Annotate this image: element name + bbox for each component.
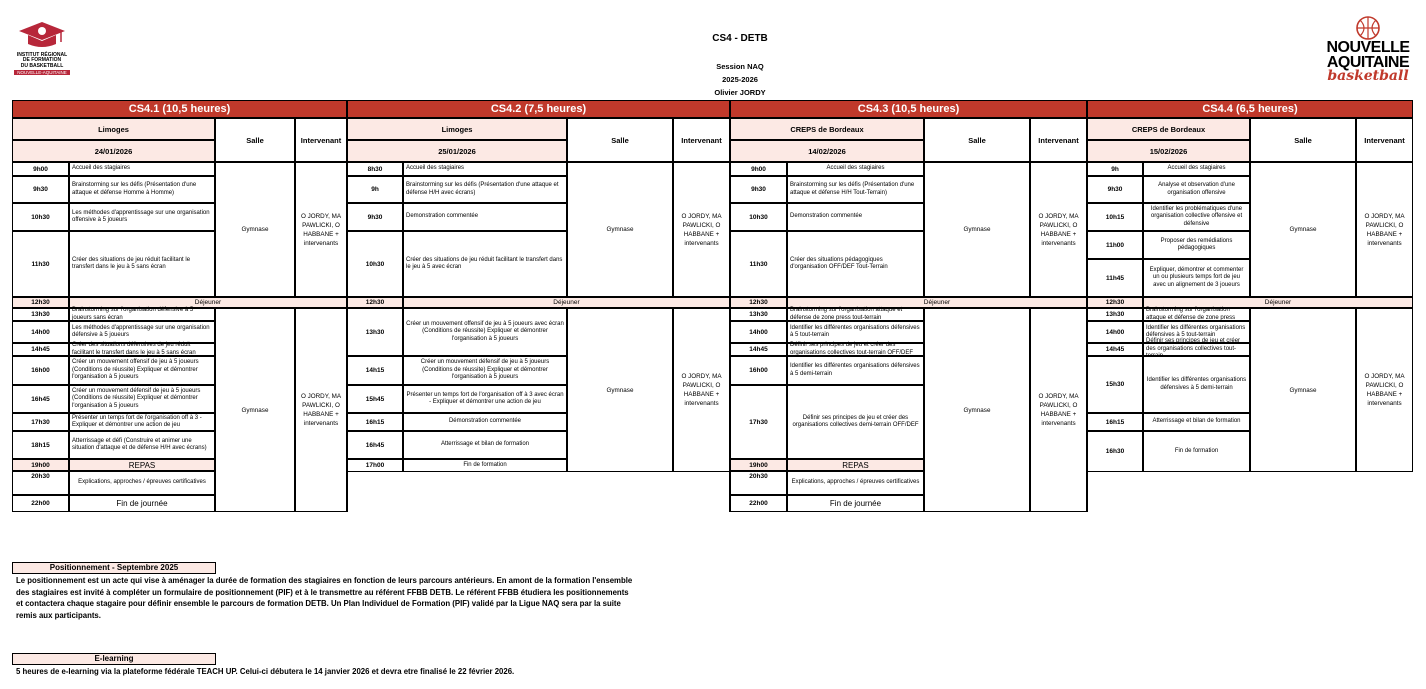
cs42-date: 25/01/2026 — [347, 140, 567, 162]
cs43-am-time-1: 9h00 — [730, 162, 787, 176]
positionnement-text: Le positionnement est un acte qui vise à aménager la durée de formation des stagiaires en fonction de leurs parcours antérieurs. En amont de la formation l'ensemble des stagiaires est invité à compléter un formulaire de positionnement (PIF) et à le transmettre au référent FFBB DETB. Le référent FFBB étudiera les positionnements et contactera chaque stagaire pour définir ensemble le parcours de formation DETB. Un Plan Individuel de Formation (PIF) validé par la Ligue NAQ sera par la suite remis aux participants. — [16, 576, 633, 621]
cs43-lunch-time: 12h30 — [730, 297, 787, 308]
cs44-pm-time-3: 14h45 — [1087, 343, 1143, 356]
cs41-repas: REPAS — [69, 459, 215, 471]
cs43-pm-activity-2: Identifier les différentes organisations défensives à 5 tout-terrain — [787, 321, 924, 343]
elearning-text: 5 heures de e-learning via la plateforme fédérale TEACH UP. Celui-ci débutera le 14 janvier 2026 et devra etre finalisé le 22 février 2026. — [16, 667, 515, 676]
cs42-pm-activity-3: Présenter un temps fort de l'organisation off à 3 avec écran - Expliquer et démontrer une action de jeu — [403, 385, 567, 413]
cs42-title: CS4.2 (7,5 heures) — [347, 100, 730, 118]
cs44-am-time-4: 11h00 — [1087, 231, 1143, 259]
cs43-am-time-4: 11h30 — [730, 231, 787, 297]
cs42-lunch: Déjeuner — [403, 297, 730, 308]
cs44-block — [1087, 100, 1413, 472]
cs44-am-time-2: 9h30 — [1087, 176, 1143, 203]
cs41-date: 24/01/2026 — [12, 140, 215, 162]
cs41-pm-activity-2: Les méthodes d'apprentissage sur une organisation défensive à 5 joueurs — [69, 321, 215, 343]
cs41-pm-activity-6: Présenter un temps fort de l'organisation off à 3 - Expliquer et démontrer une action de jeu — [69, 413, 215, 431]
cs41-pm-time-1: 13h30 — [12, 308, 69, 321]
cs41-evening-time-1: 20h30 — [12, 471, 69, 495]
cs42-intervenant-header: Intervenant — [673, 118, 730, 162]
cs44-place: CREPS de Bordeaux — [1087, 118, 1250, 140]
cs43-am-activity-3: Demonstration commentée — [787, 203, 924, 231]
cs44-pm-staff: O JORDY, MA PAWLICKI, O HABBANE + intervenants — [1356, 308, 1413, 472]
basketball-icon — [1354, 14, 1382, 42]
cs42-pm-time-3: 15h45 — [347, 385, 403, 413]
logo-left-text: INSTITUT RÉGIONAL DE FORMATION DU BASKETBALL — [16, 52, 68, 69]
irfb-logo — [14, 20, 70, 75]
cs42-pm-room: Gymnase — [567, 308, 673, 472]
cs41-am-time-3: 10h30 — [12, 203, 69, 231]
cs41-pm-room: Gymnase — [215, 308, 295, 512]
cs42-am-activity-4: Créer des situations de jeu réduit facilitant le transfert dans le jeu à 5 avec écran — [403, 231, 567, 297]
cs44-pm-time-6: 16h30 — [1087, 431, 1143, 472]
cs43-am-activity-2: Brainstorming sur les défis (Présentation d'une attaque et défense H/H Tout-Terrain) — [787, 176, 924, 203]
block-separator — [346, 100, 348, 512]
cs41-am-activity-4: Créer des situations de jeu réduit facilitant le transfert dans le jeu à 5 sans écran — [69, 231, 215, 297]
cs41-intervenant-header: Intervenant — [295, 118, 347, 162]
cs44-pm-activity-3: Définir ses principes de jeu et créer des organisations collectives tout-terrain — [1143, 343, 1250, 356]
cs43-pm-activity-4: Identifier les différentes organisations défensives à 5 demi-terrain — [787, 356, 924, 385]
cs44-am-time-3: 10h15 — [1087, 203, 1143, 231]
cs43-title: CS4.3 (10,5 heures) — [730, 100, 1087, 118]
cs43-repas: REPAS — [787, 459, 924, 471]
cs41-pm-time-7: 18h15 — [12, 431, 69, 459]
page-title: CS4 - DETB — [712, 33, 768, 44]
author-label: Olivier JORDY — [714, 88, 766, 97]
cs42-pm-time-5: 16h45 — [347, 431, 403, 459]
cs44-pm-room: Gymnase — [1250, 308, 1356, 472]
cs41-am-activity-1: Accueil des stagiaires — [69, 162, 215, 176]
cs42-am-activity-1: Accueil des stagiaires — [403, 162, 567, 176]
cs44-lunch-time: 12h30 — [1087, 297, 1143, 308]
cs41-am-activity-3: Les méthodes d'apprentissage sur une organisation offensive à 5 joueurs — [69, 203, 215, 231]
cs41-am-room: Gymnase — [215, 162, 295, 297]
cs44-am-activity-3: Identifier les problématiques d'une organisation collective offensive et défensive — [1143, 203, 1250, 231]
cs43-evening-activity-2: Fin de journée — [787, 495, 924, 512]
cs41-pm-activity-4: Créer un mouvement offensif de jeu à 5 joueurs (Conditions de réussite) Expliquer et démontrer l'organisation à 5 joueurs — [69, 356, 215, 385]
cs41-pm-activity-7: Atterrissage et défi (Construire et animer une situation d'attaque et de défense H/H avec écrans) — [69, 431, 215, 459]
cs41-pm-time-6: 17h30 — [12, 413, 69, 431]
cs43-am-activity-4: Créer des situations pédagogiques d'organisation OFF/DEF Tout-Terrain — [787, 231, 924, 297]
cs43-pm-room: Gymnase — [924, 308, 1030, 512]
cs42-pm-time-1: 13h30 — [347, 308, 403, 356]
cs43-am-time-3: 10h30 — [730, 203, 787, 231]
cs41-lunch-time: 12h30 — [12, 297, 69, 308]
cs43-block — [730, 100, 1087, 512]
cs42-pm-activity-1: Créer un mouvement offensif de jeu à 5 joueurs avec écran (Conditions de réussite) Expliquer et démontrer l'organisation à 5 joueurs — [403, 308, 567, 356]
cs41-am-time-1: 9h00 — [12, 162, 69, 176]
cs42-pm-activity-5: Atterrissage et bilan de formation — [403, 431, 567, 459]
cs41-am-activity-2: Brainstorming sur les défis (Présentation d'une attaque et défense Homme à Homme) — [69, 176, 215, 203]
block-separator — [729, 100, 731, 512]
cs42-salle-header: Salle — [567, 118, 673, 162]
cs41-block — [12, 100, 347, 512]
cs44-pm-activity-4: Identifier les différentes organisations défensives à 5 demi-terrain — [1143, 356, 1250, 413]
cs42-am-activity-2: Brainstorming sur les défis (Présentation d'une attaque et défense H/H avec écrans) — [403, 176, 567, 203]
cs41-pm-time-5: 16h45 — [12, 385, 69, 413]
cs44-pm-time-5: 16h15 — [1087, 413, 1143, 431]
cs43-evening-activity-1: Explications, approches / épreuves certificatives — [787, 471, 924, 495]
logo-word-2: AQUITAINE — [1326, 54, 1410, 71]
cs41-evening-activity-2: Fin de journée — [69, 495, 215, 512]
cs44-am-time-1: 9h — [1087, 162, 1143, 176]
cs43-pm-activity-1: Brainstorming sur l'organisation attaque et défense de zone press tout-terrain — [787, 308, 924, 321]
cs44-title: CS4.4 (6,5 heures) — [1087, 100, 1413, 118]
cs43-pm-activity-5: Définir ses principes de jeu et créer des organisations collectives demi-terrain OFF/DEF — [787, 385, 924, 459]
cs44-pm-activity-1: Brainstorming sur l'organisation attaque et défense de zone press — [1143, 308, 1250, 321]
cs41-pm-activity-1: Brainstorming sur l'organisation défensive à 5 joueurs sans écran — [69, 308, 215, 321]
cs43-pm-time-4: 16h00 — [730, 356, 787, 385]
cs43-evening-time-1: 20h30 — [730, 471, 787, 495]
cs44-salle-header: Salle — [1250, 118, 1356, 162]
cs42-lunch-time: 12h30 — [347, 297, 403, 308]
cs44-pm-time-4: 15h30 — [1087, 356, 1143, 413]
cs42-am-room: Gymnase — [567, 162, 673, 297]
cs41-place: Limoges — [12, 118, 215, 140]
cs43-lunch: Déjeuner — [787, 297, 1087, 308]
cs42-am-staff: O JORDY, MA PAWLICKI, O HABBANE + intervenants — [673, 162, 730, 297]
cs44-pm-activity-2: Identifier les différentes organisations défensives à 5 tout-terrain — [1143, 321, 1250, 343]
cs43-am-time-2: 9h30 — [730, 176, 787, 203]
cs44-am-staff: O JORDY, MA PAWLICKI, O HABBANE + intervenants — [1356, 162, 1413, 297]
logo-word-3: basketball — [1327, 68, 1409, 84]
cs43-pm-time-5: 17h30 — [730, 385, 787, 459]
cs42-pm-activity-4: Démonstration commentée — [403, 413, 567, 431]
cs42-pm-time-4: 16h15 — [347, 413, 403, 431]
cs42-pm-staff: O JORDY, MA PAWLICKI, O HABBANE + intervenants — [673, 308, 730, 472]
cs44-pm-activity-5: Atterrissage et bilan de formation — [1143, 413, 1250, 431]
cs43-am-activity-1: Accueil des stagiaires — [787, 162, 924, 176]
cs43-evening-time-2: 22h00 — [730, 495, 787, 512]
cs44-lunch: Déjeuner — [1143, 297, 1413, 308]
cs44-date: 15/02/2026 — [1087, 140, 1250, 162]
nouvelle-aquitaine-logo — [1318, 14, 1418, 82]
cs41-pm-time-4: 16h00 — [12, 356, 69, 385]
cs44-am-activity-5: Expliquer, démontrer et commenter un ou plusieurs temps fort de jeu avec un alignement de 3 joueurs — [1143, 259, 1250, 297]
cs43-pm-activity-3: Définir ses principes de jeu et créer des organisations collectives tout-terrain OFF/DEF — [787, 343, 924, 356]
cs42-pm-activity-2: Créer un mouvement défensif de jeu à 5 joueurs (Conditions de réussite) Expliquer et démontrer l'organisation à 5 joueurs — [403, 356, 567, 385]
cs42-pm-time-6: 17h00 — [347, 459, 403, 472]
cs42-am-time-2: 9h — [347, 176, 403, 203]
elearning-title: E-learning — [12, 653, 216, 665]
cs41-pm-staff: O JORDY, MA PAWLICKI, O HABBANE + intervenants — [295, 308, 347, 512]
cs42-am-time-3: 9h30 — [347, 203, 403, 231]
cs43-pm-time-3: 14h45 — [730, 343, 787, 356]
cs42-am-time-4: 10h30 — [347, 231, 403, 297]
cs44-am-room: Gymnase — [1250, 162, 1356, 297]
cs41-pm-time-3: 14h45 — [12, 343, 69, 356]
cs44-pm-activity-6: Fin de formation — [1143, 431, 1250, 472]
cs44-am-activity-2: Analyse et observation d'une organisation offensive — [1143, 176, 1250, 203]
cs42-pm-activity-6: Fin de formation — [403, 459, 567, 472]
cs43-date: 14/02/2026 — [730, 140, 924, 162]
logo-word-1: NOUVELLE — [1326, 39, 1410, 56]
cs41-am-time-4: 11h30 — [12, 231, 69, 297]
cs41-title: CS4.1 (10,5 heures) — [12, 100, 347, 118]
cs44-pm-time-1: 13h30 — [1087, 308, 1143, 321]
cs44-am-activity-1: Accueil des stagiaires — [1143, 162, 1250, 176]
cs43-pm-time-1: 13h30 — [730, 308, 787, 321]
year-label: 2025-2026 — [722, 75, 758, 84]
cs41-lunch: Déjeuner — [69, 297, 347, 308]
cs43-am-room: Gymnase — [924, 162, 1030, 297]
cs44-intervenant-header: Intervenant — [1356, 118, 1413, 162]
cs42-am-time-1: 8h30 — [347, 162, 403, 176]
cs43-am-staff: O JORDY, MA PAWLICKI, O HABBANE + intervenants — [1030, 162, 1087, 297]
cs41-evening-activity-1: Explications, approches / épreuves certificatives — [69, 471, 215, 495]
cs42-block — [347, 100, 730, 472]
cs41-evening-time-2: 22h00 — [12, 495, 69, 512]
cs41-salle-header: Salle — [215, 118, 295, 162]
cs43-pm-time-2: 14h00 — [730, 321, 787, 343]
cs42-place: Limoges — [347, 118, 567, 140]
session-label: Session NAQ — [716, 62, 764, 71]
cs41-am-staff: O JORDY, MA PAWLICKI, O HABBANE + intervenants — [295, 162, 347, 297]
cs44-am-activity-4: Proposer des remédiations pédagogiques — [1143, 231, 1250, 259]
cs41-pm-activity-3: Créer des situations défensives de jeu réduit facilitant le transfert dans le jeu à 5 sans écran — [69, 343, 215, 356]
cs44-pm-time-2: 14h00 — [1087, 321, 1143, 343]
cs43-place: CREPS de Bordeaux — [730, 118, 924, 140]
logo-left-band: NOUVELLE-AQUITAINE — [14, 70, 70, 75]
cs41-pm-time-2: 14h00 — [12, 321, 69, 343]
cs41-pm-activity-5: Créer un mouvement défensif de jeu à 5 joueurs (Conditions de réussite) Expliquer et démontrer l'organisation à 5 joueurs — [69, 385, 215, 413]
cs41-repas-time: 19h00 — [12, 459, 69, 471]
positionnement-title: Positionnement - Septembre 2025 — [12, 562, 216, 574]
cs42-am-activity-3: Demonstration commentée — [403, 203, 567, 231]
cs41-am-time-2: 9h30 — [12, 176, 69, 203]
block-separator — [1086, 100, 1088, 512]
cs43-salle-header: Salle — [924, 118, 1030, 162]
cs43-repas-time: 19h00 — [730, 459, 787, 471]
cs42-pm-time-2: 14h15 — [347, 356, 403, 385]
cs43-intervenant-header: Intervenant — [1030, 118, 1087, 162]
graduation-cap-icon — [17, 20, 67, 50]
cs43-pm-staff: O JORDY, MA PAWLICKI, O HABBANE + intervenants — [1030, 308, 1087, 512]
cs44-am-time-5: 11h45 — [1087, 259, 1143, 297]
